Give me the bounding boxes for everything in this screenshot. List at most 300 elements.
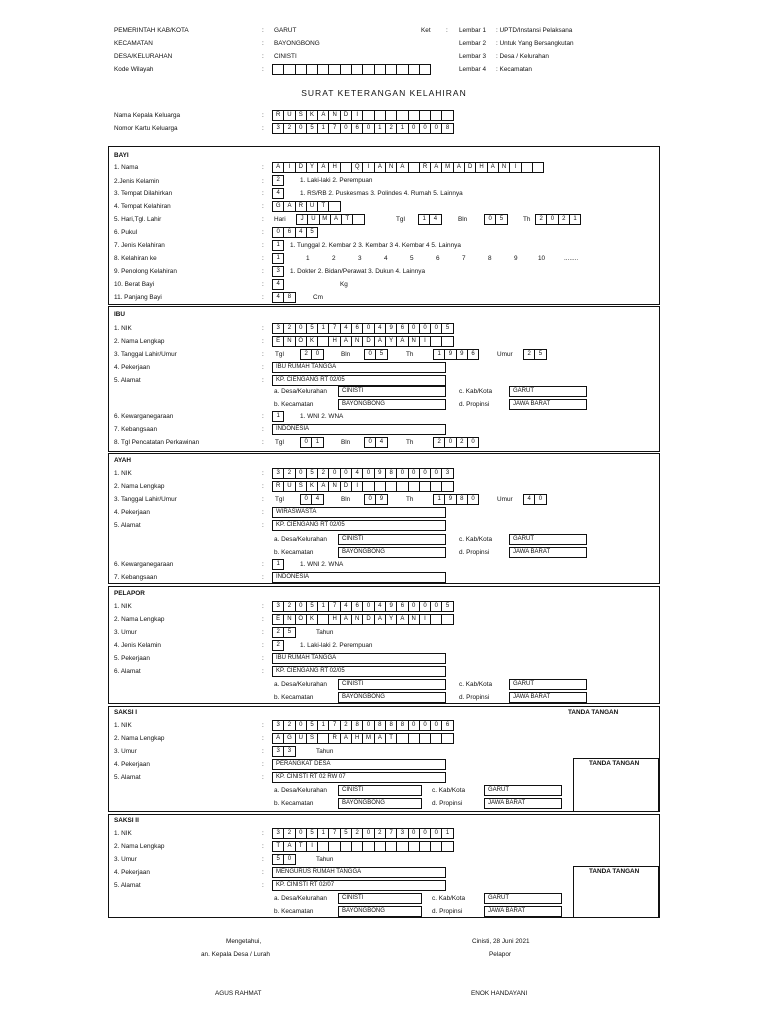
char-cell: 4 bbox=[272, 292, 284, 303]
label-saksi1-alamat: 5. Alamat bbox=[114, 774, 141, 781]
label-kode-wilayah: Kode Wilayah bbox=[114, 66, 154, 73]
ibu-wn-options: 1. WNI 2. WNA bbox=[300, 413, 344, 420]
char-cell: A bbox=[374, 162, 386, 173]
char-cell: 4 bbox=[340, 323, 352, 334]
char-cell: 4 bbox=[374, 601, 386, 612]
char-cell: A bbox=[317, 110, 329, 121]
ibu-heading: IBU bbox=[114, 311, 126, 318]
pelapor-nik-cells[interactable] bbox=[272, 601, 453, 612]
ibu-kec-box[interactable]: BAYONGBONG bbox=[338, 399, 446, 410]
char-cell: I bbox=[419, 336, 431, 347]
saksi1-pekerjaan-box[interactable]: PERANGKAT DESA bbox=[272, 759, 446, 770]
pelapor-jk-cell[interactable] bbox=[272, 640, 283, 651]
char-cell: 1 bbox=[433, 349, 445, 360]
char-cell: 2 bbox=[317, 468, 329, 479]
char-cell: A bbox=[330, 214, 342, 225]
char-cell: 2 bbox=[283, 601, 295, 612]
char-cell: 2 bbox=[535, 214, 547, 225]
bayi-hari-cells[interactable] bbox=[296, 214, 364, 225]
char-cell: Q bbox=[351, 162, 363, 173]
bayi-tgl-cells[interactable] bbox=[418, 214, 441, 225]
label-ibu-alamat: 5. Alamat bbox=[114, 377, 141, 384]
label-bayi-jenis-kelahiran: 7. Jenis Kelahiran bbox=[114, 242, 165, 249]
saksi1-kec-box[interactable]: BAYONGBONG bbox=[338, 798, 422, 809]
char-cell: I bbox=[351, 481, 363, 492]
value-kecamatan: BAYONGBONG bbox=[274, 40, 320, 47]
label-ayah-pekerjaan: 4. Pekerjaan bbox=[114, 509, 150, 516]
lembar-2-desc: : Untuk Yang Bersangkutan bbox=[496, 40, 574, 47]
ket-label: Ket bbox=[421, 27, 431, 34]
char-cell: R bbox=[295, 201, 307, 212]
char-cell: 0 bbox=[534, 494, 546, 505]
footer-place-date: Cinisti, 28 Juni 2021 bbox=[472, 938, 530, 945]
label-ayah-nama: 2. Nama Lengkap bbox=[114, 483, 165, 490]
bayi-pukul-cells[interactable] bbox=[272, 227, 317, 238]
label-saksi2-nama: 2. Nama Lengkap bbox=[114, 843, 165, 850]
bayi-tgl-label: Tgl bbox=[396, 216, 405, 223]
char-cell: A bbox=[283, 201, 295, 212]
label-saksi2-umur: 3. Umur bbox=[114, 856, 137, 863]
saksi1-kab-box[interactable]: GARUT bbox=[484, 785, 562, 796]
char-cell: 5 bbox=[306, 323, 318, 334]
saksi1-heading: SAKSI I bbox=[114, 709, 138, 716]
char-cell: 3 bbox=[272, 323, 284, 334]
label-ayah-nik: 1. NIK bbox=[114, 470, 132, 477]
ibu-umur-cells[interactable] bbox=[523, 349, 546, 360]
char-cell: 0 bbox=[408, 601, 420, 612]
char-cell: R bbox=[272, 481, 284, 492]
footer-kepala-desa: an. Kepala Desa / Lurah bbox=[201, 951, 270, 958]
char-cell: 6 bbox=[283, 227, 295, 238]
char-cell: 0 bbox=[362, 828, 374, 839]
char-cell: 5 bbox=[375, 349, 387, 360]
char-cell: 4 bbox=[374, 323, 386, 334]
char-cell: 8 bbox=[441, 123, 453, 134]
char-cell: 5 bbox=[441, 323, 453, 334]
ayah-heading: AYAH bbox=[114, 457, 131, 464]
pelapor-umur-cells[interactable] bbox=[272, 627, 295, 638]
char-cell: A bbox=[453, 162, 465, 173]
char-cell: 4 bbox=[375, 437, 387, 448]
char-cell: A bbox=[430, 162, 442, 173]
ibu-kawin-bln-cells[interactable] bbox=[364, 437, 387, 448]
pelapor-pekerjaan-box[interactable]: IBU RUMAH TANGGA bbox=[272, 653, 446, 664]
ayah-nama-cells[interactable] bbox=[272, 481, 453, 492]
bayi-heading: BAYI bbox=[114, 152, 129, 159]
char-cell: 3 bbox=[272, 746, 284, 757]
value-desa: CINISTI bbox=[274, 53, 297, 60]
kepala-keluarga-cells[interactable] bbox=[272, 110, 453, 121]
char-cell: N bbox=[408, 336, 420, 347]
char-cell: E bbox=[272, 614, 284, 625]
char-cell: 9 bbox=[385, 323, 397, 334]
saksi2-desa-label: a. Desa/Kelurahan bbox=[274, 895, 327, 902]
pelapor-kec-label: b. Kecamatan bbox=[274, 694, 314, 701]
char-cell: S bbox=[295, 481, 307, 492]
char-cell: 2 bbox=[300, 349, 312, 360]
ibu-th-label: Th bbox=[406, 351, 414, 358]
char-cell: K bbox=[306, 110, 318, 121]
char-cell: 0 bbox=[430, 468, 442, 479]
bayi-jk-options: 1. Laki-laki 2. Perempuan bbox=[300, 177, 373, 184]
pelapor-nama-cells[interactable] bbox=[272, 614, 453, 625]
saksi1-kec-label: b. Kecamatan bbox=[274, 800, 314, 807]
char-cell: 5 bbox=[441, 601, 453, 612]
char-cell: S bbox=[295, 110, 307, 121]
ibu-kawin-tgl-label: Tgl bbox=[275, 439, 284, 446]
ayah-pekerjaan-box[interactable]: WIRASWASTA bbox=[272, 507, 446, 518]
char-cell: H bbox=[328, 614, 340, 625]
bayi-th-cells[interactable] bbox=[535, 214, 580, 225]
char-cell: 0 bbox=[408, 468, 420, 479]
char-cell: O bbox=[295, 336, 307, 347]
char-cell: 1 bbox=[396, 123, 408, 134]
ayah-nik-cells[interactable] bbox=[272, 468, 453, 479]
saksi2-desa-box[interactable]: CINISTI bbox=[338, 893, 422, 904]
char-cell: R bbox=[328, 733, 340, 744]
saksi2-kec-box[interactable]: BAYONGBONG bbox=[338, 906, 422, 917]
char-cell: 4 bbox=[272, 188, 284, 199]
char-cell: 1 bbox=[272, 411, 284, 422]
saksi1-umur-cells[interactable] bbox=[272, 746, 295, 757]
char-cell: 5 bbox=[306, 720, 318, 731]
ibu-bln-cells[interactable] bbox=[364, 349, 387, 360]
char-cell: 4 bbox=[295, 227, 307, 238]
char-cell: 8 bbox=[351, 720, 363, 731]
char-cell: 8 bbox=[374, 720, 386, 731]
ayah-alamat-box[interactable]: KP. CIENGANG RT 02/05 bbox=[272, 520, 446, 531]
char-cell: N bbox=[328, 110, 340, 121]
char-cell: N bbox=[498, 162, 510, 173]
char-cell: D bbox=[362, 614, 374, 625]
label-pelapor-jk: 4. Jenis Kelamin bbox=[114, 642, 161, 649]
char-cell: A bbox=[317, 162, 329, 173]
char-cell: 0 bbox=[364, 494, 376, 505]
label-bayi-pukul: 6. Pukul bbox=[114, 229, 138, 236]
saksi1-kab-label: c. Kab/Kota bbox=[432, 787, 466, 794]
char-cell: 0 bbox=[362, 323, 374, 334]
label-bayi-penolong: 9. Penolong Kelahiran bbox=[114, 268, 177, 275]
saksi2-signature-label: TANDA TANGAN bbox=[589, 868, 640, 875]
char-cell: 0 bbox=[295, 468, 307, 479]
ibu-th-cells[interactable] bbox=[433, 349, 478, 360]
label-ayah-kebangsaan: 7. Kebangsaan bbox=[114, 574, 157, 581]
char-cell: 7 bbox=[328, 123, 340, 134]
char-cell: 9 bbox=[444, 349, 456, 360]
char-cell: A bbox=[283, 841, 295, 852]
ayah-bln-cells[interactable] bbox=[364, 494, 387, 505]
ibu-tgl-cells[interactable] bbox=[300, 349, 323, 360]
char-cell: 0 bbox=[311, 349, 323, 360]
pelapor-prov-box[interactable]: JAWA BARAT bbox=[509, 692, 587, 703]
char-cell: G bbox=[272, 201, 284, 212]
ayah-prov-label: d. Propinsi bbox=[459, 549, 490, 556]
bayi-jk-cell[interactable] bbox=[272, 175, 283, 186]
char-cell: T bbox=[272, 841, 284, 852]
char-cell: 0 bbox=[300, 494, 312, 505]
char-cell: 8 bbox=[385, 468, 397, 479]
label-saksi2-pekerjaan: 4. Pekerjaan bbox=[114, 869, 150, 876]
pelapor-kab-label: c. Kab/Kota bbox=[459, 681, 493, 688]
saksi1-prov-label: d. Propinsi bbox=[432, 800, 463, 807]
char-cell: 3 bbox=[272, 266, 284, 277]
char-cell: 0 bbox=[362, 468, 374, 479]
char-cell: 8 bbox=[385, 720, 397, 731]
ibu-desa-box[interactable]: CINISTI bbox=[338, 386, 446, 397]
ibu-prov-label: d. Propinsi bbox=[459, 401, 490, 408]
char-cell bbox=[328, 201, 340, 212]
lembar-4-desc: : Kecamatan bbox=[496, 66, 532, 73]
char-cell: 8 bbox=[396, 720, 408, 731]
label-saksi1-nik: 1. NIK bbox=[114, 722, 132, 729]
ayah-wn-cell[interactable] bbox=[272, 559, 283, 570]
label-bayi-tgl-lahir: 5. Hari,Tgl. Lahir bbox=[114, 216, 162, 223]
char-cell: 9 bbox=[456, 349, 468, 360]
char-cell: 0 bbox=[272, 227, 284, 238]
saksi2-pekerjaan-box[interactable]: MENGURUS RUMAH TANGGA bbox=[272, 867, 446, 878]
bayi-bln-cells[interactable] bbox=[484, 214, 507, 225]
bayi-panjang-unit: Cm bbox=[313, 294, 323, 301]
saksi2-nama-cells[interactable] bbox=[272, 841, 453, 852]
char-cell: 2 bbox=[523, 349, 535, 360]
char-cell: 9 bbox=[385, 601, 397, 612]
char-cell: 0 bbox=[430, 601, 442, 612]
pelapor-kab-box[interactable]: GARUT bbox=[509, 679, 587, 690]
char-cell: 0 bbox=[364, 437, 376, 448]
char-cell: 2 bbox=[283, 828, 295, 839]
saksi1-alamat-box[interactable]: KP. CINISTI RT 02 RW 07 bbox=[272, 772, 446, 783]
char-cell: 0 bbox=[340, 123, 352, 134]
char-cell: D bbox=[295, 162, 307, 173]
saksi1-nik-cells[interactable] bbox=[272, 720, 453, 731]
char-cell: 5 bbox=[306, 468, 318, 479]
bayi-nama-cells[interactable] bbox=[272, 162, 543, 173]
char-cell bbox=[441, 481, 453, 492]
char-cell: 3 bbox=[272, 468, 284, 479]
ayah-prov-box[interactable]: JAWA BARAT bbox=[509, 547, 587, 558]
bayi-tempat-dilahirkan-options: 1. RS/RB 2. Puskesmas 3. Polindes 4. Rumah 5. Lainnya bbox=[300, 190, 463, 197]
char-cell: A bbox=[396, 336, 408, 347]
char-cell: 3 bbox=[272, 828, 284, 839]
char-cell: 6 bbox=[351, 601, 363, 612]
char-cell: Y bbox=[385, 336, 397, 347]
char-cell: 5 bbox=[306, 828, 318, 839]
bayi-berat-cell[interactable] bbox=[272, 279, 283, 290]
bayi-bln-label: Bln bbox=[458, 216, 468, 223]
ibu-kab-box[interactable]: GARUT bbox=[509, 386, 587, 397]
char-cell bbox=[419, 64, 431, 75]
lembar-3: Lembar 3 bbox=[459, 53, 486, 60]
bayi-panjang-cells[interactable] bbox=[272, 292, 295, 303]
saksi1-ttd-heading: TANDA TANGAN bbox=[568, 709, 619, 716]
bayi-tempat-kelahiran-cells[interactable] bbox=[272, 201, 340, 212]
char-cell: 6 bbox=[396, 601, 408, 612]
label-saksi2-nik: 1. NIK bbox=[114, 830, 132, 837]
char-cell: 0 bbox=[419, 468, 431, 479]
ayah-kebangsaan-box[interactable]: INDONESIA bbox=[272, 572, 446, 583]
ayah-kec-label: b. Kecamatan bbox=[274, 549, 314, 556]
char-cell: U bbox=[283, 481, 295, 492]
saksi2-heading: SAKSI II bbox=[114, 817, 139, 824]
char-cell: 0 bbox=[364, 349, 376, 360]
ayah-th-cells[interactable] bbox=[433, 494, 478, 505]
ayah-tgl-cells[interactable] bbox=[300, 494, 323, 505]
char-cell: 0 bbox=[408, 323, 420, 334]
pelapor-heading: PELAPOR bbox=[114, 590, 145, 597]
char-cell: M bbox=[319, 214, 331, 225]
char-cell: N bbox=[328, 481, 340, 492]
saksi2-prov-label: d. Propinsi bbox=[432, 908, 463, 915]
kode-wilayah-cells[interactable] bbox=[272, 64, 430, 75]
char-cell: 0 bbox=[362, 720, 374, 731]
ayah-wn-options: 1. WNI 2. WNA bbox=[300, 561, 344, 568]
saksi2-umur-unit: Tahun bbox=[316, 856, 334, 863]
char-cell: 1 bbox=[433, 494, 445, 505]
char-cell: 5 bbox=[306, 227, 318, 238]
char-cell: 4 bbox=[523, 494, 535, 505]
char-cell: U bbox=[306, 201, 318, 212]
ibu-wn-cell[interactable] bbox=[272, 411, 283, 422]
saksi2-nik-cells[interactable] bbox=[272, 828, 453, 839]
char-cell: H bbox=[475, 162, 487, 173]
char-cell: R bbox=[419, 162, 431, 173]
ibu-kawin-th-cells[interactable] bbox=[433, 437, 478, 448]
char-cell: 1 bbox=[317, 323, 329, 334]
bayi-penolong-cell[interactable] bbox=[272, 266, 283, 277]
bayi-penolong-options: 1. Dokter 2. Bidan/Perawat 3. Dukun 4. Lainnya bbox=[290, 268, 425, 275]
char-cell: 9 bbox=[375, 494, 387, 505]
saksi1-prov-box[interactable]: JAWA BARAT bbox=[484, 798, 562, 809]
nomor-kk-cells[interactable] bbox=[272, 123, 453, 134]
char-cell: 2 bbox=[340, 720, 352, 731]
char-cell: 1 bbox=[317, 601, 329, 612]
char-cell: 0 bbox=[419, 323, 431, 334]
char-cell: 7 bbox=[328, 601, 340, 612]
char-cell: 0 bbox=[408, 720, 420, 731]
ibu-tgl-label: Tgl bbox=[275, 351, 284, 358]
bayi-jenis-kelahiran-cell[interactable] bbox=[272, 240, 283, 251]
char-cell: 6 bbox=[441, 720, 453, 731]
char-cell: 0 bbox=[430, 323, 442, 334]
char-cell: H bbox=[328, 336, 340, 347]
char-cell: K bbox=[306, 336, 318, 347]
char-cell: T bbox=[295, 841, 307, 852]
char-cell: 0 bbox=[546, 214, 558, 225]
char-cell: J bbox=[296, 214, 308, 225]
char-cell: 5 bbox=[340, 828, 352, 839]
footer-signer-left: AGUS RAHMAT bbox=[215, 990, 262, 997]
ibu-kawin-tgl-cells[interactable] bbox=[300, 437, 323, 448]
char-cell: 2 bbox=[433, 437, 445, 448]
label-ayah-alamat: 5. Alamat bbox=[114, 522, 141, 529]
char-cell: 0 bbox=[430, 828, 442, 839]
char-cell: 4 bbox=[340, 601, 352, 612]
char-cell: N bbox=[283, 614, 295, 625]
char-cell: 7 bbox=[385, 828, 397, 839]
page-title: SURAT KETERANGAN KELAHIRAN bbox=[301, 88, 467, 98]
ibu-kawin-th-label: Th bbox=[406, 439, 414, 446]
ayah-kab-box[interactable]: GARUT bbox=[509, 534, 587, 545]
ayah-kec-box[interactable]: BAYONGBONG bbox=[338, 547, 446, 558]
bayi-kelahiran-ke-cell[interactable] bbox=[272, 253, 283, 264]
saksi2-umur-cells[interactable] bbox=[272, 854, 295, 865]
char-cell: 4 bbox=[429, 214, 441, 225]
ibu-kec-label: b. Kecamatan bbox=[274, 401, 314, 408]
label-pelapor-umur: 3. Umur bbox=[114, 629, 137, 636]
ibu-alamat-box[interactable]: KP. CIENGANG RT 02/05 bbox=[272, 375, 446, 386]
label-saksi2-alamat: 5. Alamat bbox=[114, 882, 141, 889]
ibu-nama-cells[interactable] bbox=[272, 336, 453, 347]
bayi-tempat-dilahirkan-cell[interactable] bbox=[272, 188, 283, 199]
char-cell: 0 bbox=[484, 214, 496, 225]
pelapor-umur-unit: Tahun bbox=[316, 629, 334, 636]
char-cell: E bbox=[272, 336, 284, 347]
saksi2-kab-label: c. Kab/Kota bbox=[432, 895, 466, 902]
pelapor-kec-box[interactable]: BAYONGBONG bbox=[338, 692, 446, 703]
label-saksi1-umur: 3. Umur bbox=[114, 748, 137, 755]
char-cell: 1 bbox=[569, 214, 581, 225]
label-ibu-kebangsaan: 7. Kebangsaan bbox=[114, 426, 157, 433]
char-cell: H bbox=[351, 733, 363, 744]
char-cell: 0 bbox=[430, 123, 442, 134]
char-cell: 0 bbox=[295, 323, 307, 334]
char-cell bbox=[441, 614, 453, 625]
ibu-nik-cells[interactable] bbox=[272, 323, 453, 334]
label-bayi-berat: 10. Berat Bayi bbox=[114, 281, 155, 288]
char-cell: A bbox=[317, 481, 329, 492]
pelapor-alamat-box[interactable]: KP. CIENGANG RT 02/05 bbox=[272, 666, 446, 677]
char-cell: 1 bbox=[441, 828, 453, 839]
ibu-pekerjaan-box[interactable]: IBU RUMAH TANGGA bbox=[272, 362, 446, 373]
char-cell bbox=[441, 336, 453, 347]
saksi2-prov-box[interactable]: JAWA BARAT bbox=[484, 906, 562, 917]
ibu-kab-label: c. Kab/Kota bbox=[459, 388, 493, 395]
footer-signer-right: ENOK HANDAYANI bbox=[471, 990, 528, 997]
char-cell: O bbox=[295, 614, 307, 625]
ayah-desa-box[interactable]: CINISTI bbox=[338, 534, 446, 545]
char-cell: 0 bbox=[295, 123, 307, 134]
char-cell: A bbox=[374, 733, 386, 744]
char-cell: 0 bbox=[396, 468, 408, 479]
saksi1-nama-cells[interactable] bbox=[272, 733, 453, 744]
char-cell: 2 bbox=[283, 323, 295, 334]
char-cell: D bbox=[362, 336, 374, 347]
char-cell: D bbox=[340, 110, 352, 121]
char-cell: Y bbox=[306, 162, 318, 173]
bayi-hari-label: Hari bbox=[274, 216, 286, 223]
saksi2-alamat-box[interactable]: KP. CINISTI RT 02/07 bbox=[272, 880, 446, 891]
saksi1-desa-box[interactable]: CINISTI bbox=[338, 785, 422, 796]
char-cell: 8 bbox=[456, 494, 468, 505]
char-cell: A bbox=[396, 162, 408, 173]
char-cell: 1 bbox=[272, 253, 284, 264]
ibu-prov-box[interactable]: JAWA BARAT bbox=[509, 399, 587, 410]
char-cell: N bbox=[385, 162, 397, 173]
pelapor-desa-box[interactable]: CINISTI bbox=[338, 679, 446, 690]
ayah-umur-cells[interactable] bbox=[523, 494, 546, 505]
ayah-bln-label: Bln bbox=[341, 496, 351, 503]
char-cell: U bbox=[295, 733, 307, 744]
lembar-4: Lembar 4 bbox=[459, 66, 486, 73]
char-cell: I bbox=[362, 162, 374, 173]
char-cell: 3 bbox=[272, 601, 284, 612]
saksi2-kab-box[interactable]: GARUT bbox=[484, 893, 562, 904]
ibu-kebangsaan-box[interactable]: INDONESIA bbox=[272, 424, 446, 435]
char-cell: G bbox=[283, 733, 295, 744]
char-cell: 0 bbox=[300, 437, 312, 448]
pelapor-desa-label: a. Desa/Kelurahan bbox=[274, 681, 327, 688]
label-ibu-tgl: 3. Tanggal Lahir/Umur bbox=[114, 351, 177, 358]
